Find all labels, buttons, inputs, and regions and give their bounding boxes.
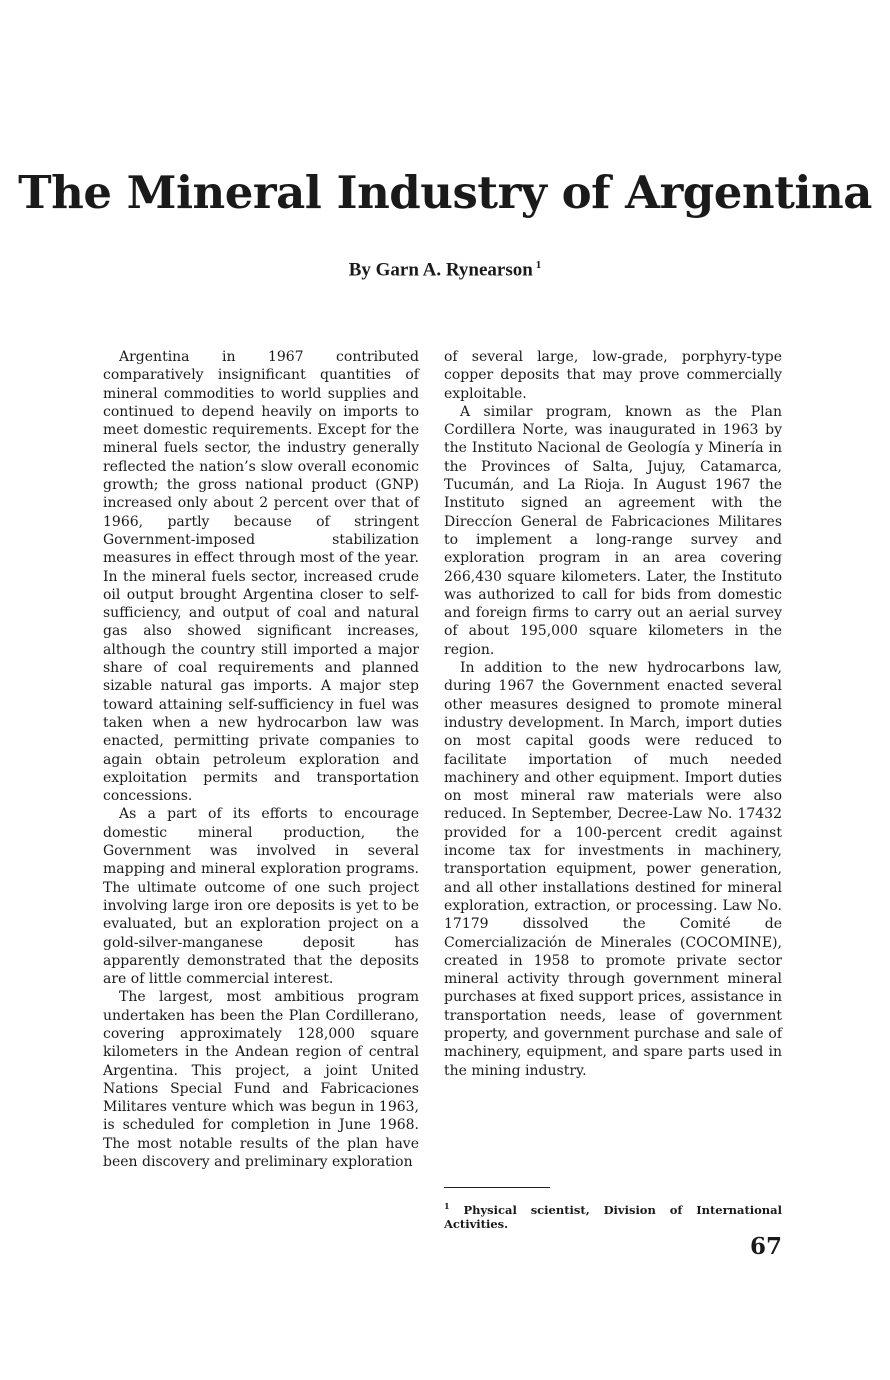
page-number: 67 — [749, 1233, 782, 1260]
footnote-text: Physical scientist, Division of International Activities. — [444, 1202, 782, 1231]
footnote-marker: 1 — [444, 1201, 450, 1211]
footnote-reference: 1 — [535, 259, 542, 271]
article-title: The Mineral Industry of Argentina — [18, 166, 872, 219]
paragraph-plan-cordillerano: The largest, most ambitious program undertaken has been the Plan Cordillerano, covering approximately 128,000 square kilometers in the Andean region of central Argentina. This project, a joint United Nations Special Fund and Fabricaciones Militares venture which was begun in 1963, is scheduled for completion in June 1968. The most notable results of the plan have been discovery and preliminary exploration — [103, 989, 419, 1171]
paragraph-plan-cordillera-norte: A similar program, known as the Plan Cordillera Norte, was inaugurated in 1963 by the Instituto Nacional de Geología y Minería in the Provinces of Salta, Jujuy, Catamarca, Tucumán, and La Rioja. In August 1967 the Instituto signed an agreement with the Direccíon General de Fabricaciones Militares to implement a long-range survey and exploration program in an area covering 266,430 square kilometers. Later, the Instituto was authorized to call for bids from domestic and foreign firms to carry out an aerial survey of about 195,000 square kilometers in the region. — [444, 403, 782, 658]
footnote-divider — [444, 1187, 550, 1188]
paragraph-government-programs: As a part of its efforts to encourage domestic mineral production, the Government was involved in several mapping and mineral exploration programs. The ultimate outcome of one such project involving large iron ore deposits is yet to be evaluated, but an exploration project on a gold-silver-manganese deposit has apparently demonstrated that the deposits are of little commercial interest. — [103, 806, 419, 988]
left-column — [103, 348, 419, 1171]
paragraph-continuation: of several large, low-grade, porphyry-type copper deposits that may prove commercially exploitable. — [444, 349, 782, 402]
author-byline — [0, 259, 890, 281]
paragraph-overview: Argentina in 1967 contributed comparatively insignificant quantities of mineral commodities to world supplies and continued to depend heavily on imports to meet domestic requirements. Except for the mineral fuels sector, the industry generally reflected the nation’s slow overall economic growth; the gross national product (GNP) increased only about 2 percent over that of 1966, partly because of stringent Government-imposed stabilization measures in effect through most of the year. In the mineral fuels sector, increased crude oil output brought Argentina closer to self-sufficiency, and output of coal and natural gas also showed significant increases, although the country still imported a major share of coal requirements and planned sizable natural gas imports. A major step toward attaining self-sufficiency in fuel was taken when a new hydrocarbon law was enacted, permitting private companies to again obtain petroleum exploration and exploitation permits and transportation concessions. — [103, 349, 419, 805]
paragraph-legislation: In addition to the new hydrocarbons law, during 1967 the Government enacted several other measures designed to promote mineral industry development. In March, import duties on most capital goods were reduced to facilitate importation of much needed machinery and other equipment. Import duties on most mineral raw materials were also reduced. In September, Decree-Law No. 17432 provided for a 100-percent credit against income tax for investments in machinery, transportation equipment, power generation, and all other installations destined for mineral exploration, extraction, or processing. Law No. 17179 dissolved the Comité de Comercialización de Minerales (COCOMINE), created in 1958 to promote private sector mineral activity through government mineral purchases at fixed support prices, assistance in transportation needs, lease of government property, and government purchase and sale of machinery, equipment, and spare parts used in the mining industry. — [444, 660, 782, 1079]
author-name: By Garn A. Rynearson — [348, 259, 533, 281]
right-column — [444, 348, 782, 1080]
footnote — [444, 1199, 782, 1231]
